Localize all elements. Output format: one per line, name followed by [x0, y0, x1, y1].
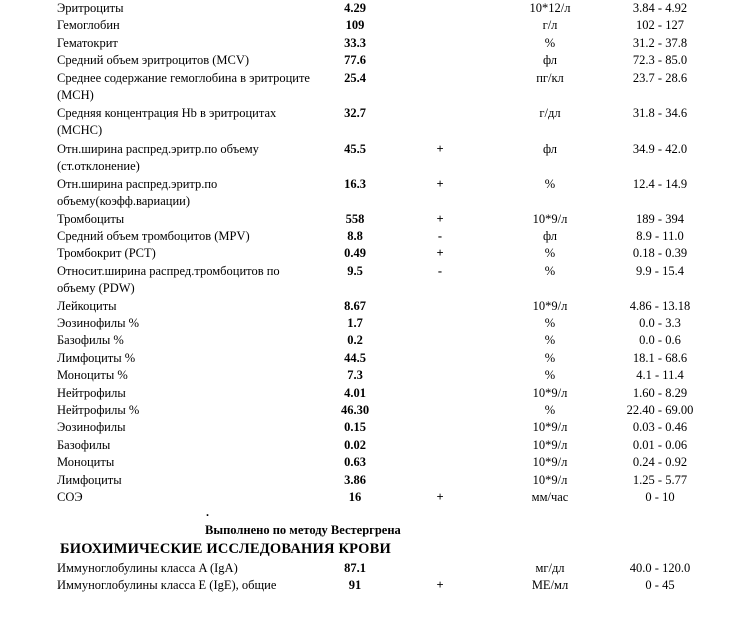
test-name: Средняя концентрация Hb в эритроцитах (MCHC) [57, 106, 277, 138]
reference-range: 22.40 - 69.00 [626, 403, 694, 417]
reference-range: 9.9 - 15.4 [636, 263, 684, 278]
reference-range: 0.01 - 0.06 [632, 437, 688, 452]
test-name: Тромбоциты [57, 211, 125, 226]
reference-range: 4.1 - 11.4 [636, 368, 684, 383]
test-unit: % [544, 368, 556, 383]
test-value: 0.2 [347, 333, 363, 348]
test-unit: % [544, 403, 556, 417]
test-value: 4.01 [344, 385, 366, 400]
test-unit: % [544, 35, 556, 50]
test-name: Нейтрофилы % [57, 403, 140, 417]
test-unit: 10*9/л [532, 472, 568, 487]
test-name: Относит.ширина распред.тромбоцитов по объему (PDW) [57, 263, 280, 295]
reference-range: 0 - 10 [645, 490, 675, 504]
reference-range: 1.25 - 5.77 [632, 472, 688, 487]
reference-range: 0.0 - 0.6 [639, 333, 681, 348]
test-unit: фл [542, 53, 558, 68]
test-name: Тромбокрит (PCT) [57, 246, 156, 261]
test-unit: 10*9/л [532, 298, 568, 313]
test-unit: 10*9/л [532, 420, 568, 435]
test-name: Иммуноглобулины класса A (IgA) [57, 561, 238, 575]
deviation-flag: + [436, 176, 444, 191]
test-value: 0.15 [344, 420, 366, 435]
deviation-flag: + [436, 490, 444, 504]
test-name: Средний объем тромбоцитов (MPV) [57, 228, 250, 243]
test-value: 44.5 [344, 350, 366, 365]
reference-range: 0.18 - 0.39 [632, 246, 688, 261]
deviation-flag: + [436, 211, 444, 226]
test-value: 7.3 [347, 368, 363, 383]
test-name: Нейтрофилы [57, 385, 126, 400]
reference-range: 4.86 - 13.18 [629, 298, 691, 313]
test-value: 0.63 [344, 455, 366, 470]
test-unit: 10*9/л [532, 211, 568, 226]
reference-range: 1.60 - 8.29 [632, 385, 688, 400]
reference-range: 31.2 - 37.8 [632, 35, 688, 50]
test-name: Отн.ширина распред.эритр.по объему (ст.отклонение) [57, 141, 259, 173]
test-name: Моноциты % [57, 368, 128, 383]
reference-range: 0.03 - 0.46 [632, 420, 688, 435]
test-unit: % [544, 333, 556, 348]
test-name: Иммуноглобулины класса E (IgE), общие [57, 578, 277, 593]
reference-range: 31.8 - 34.6 [632, 106, 688, 120]
test-name: Отн.ширина распред.эритр.по объему(коэфф.вариации) [57, 176, 218, 208]
test-name: Эозинофилы % [57, 316, 140, 330]
reference-range: 102 - 127 [636, 18, 684, 33]
test-name: Гематокрит [57, 35, 118, 50]
test-name: Средний объем эритроцитов (MCV) [57, 53, 250, 68]
test-name: Моноциты [57, 455, 115, 470]
deviation-flag: + [436, 141, 444, 156]
test-unit: % [544, 350, 556, 365]
reference-range: 40.0 - 120.0 [629, 561, 691, 575]
test-value: 46.30 [340, 403, 370, 417]
test-value: 0.02 [344, 437, 366, 452]
reference-range: 72.3 - 85.0 [632, 53, 688, 68]
test-name: Лимфоциты [57, 472, 122, 487]
deviation-flag: + [436, 246, 444, 261]
test-unit: пг/кл [536, 70, 564, 85]
test-unit: МЕ/мл [531, 578, 569, 593]
test-name: Лейкоциты [57, 298, 117, 313]
test-value: 77.6 [344, 53, 366, 68]
test-unit: % [544, 316, 556, 330]
test-name: Лимфоциты % [57, 350, 136, 365]
test-value: 16 [348, 490, 362, 504]
test-unit: % [544, 263, 556, 278]
test-value: 8.8 [347, 228, 363, 243]
test-value: 109 [345, 18, 365, 33]
test-value: 4.29 [344, 1, 366, 15]
reference-range: 23.7 - 28.6 [632, 70, 688, 85]
reference-range: 34.9 - 42.0 [632, 141, 688, 156]
test-unit: фл [542, 141, 558, 156]
test-name: Эозинофилы [57, 420, 126, 435]
reference-range: 0.0 - 3.3 [639, 316, 681, 330]
test-unit: мг/дл [535, 561, 565, 575]
reference-range: 12.4 - 14.9 [632, 176, 688, 191]
test-unit: г/л [542, 18, 558, 33]
reference-range: 8.9 - 11.0 [636, 228, 684, 243]
reference-range: 18.1 - 68.6 [632, 350, 688, 365]
reference-range: 3.84 - 4.92 [632, 1, 688, 15]
test-unit: 10*9/л [532, 385, 568, 400]
test-name: Базофилы % [57, 333, 124, 348]
method-dot: . [206, 505, 209, 519]
test-value: 32.7 [344, 106, 366, 120]
test-value: 91 [348, 578, 362, 593]
test-unit: мм/час [531, 490, 569, 504]
test-value: 16.3 [344, 176, 366, 191]
test-value: 1.7 [347, 316, 363, 330]
deviation-flag: - [437, 228, 443, 243]
test-value: 87.1 [344, 561, 366, 575]
deviation-flag: + [436, 578, 444, 593]
test-unit: % [544, 246, 556, 261]
test-name: Базофилы [57, 437, 111, 452]
test-name: Гемоглобин [57, 18, 120, 33]
reference-range: 189 - 394 [636, 211, 684, 226]
test-unit: 10*9/л [532, 455, 568, 470]
test-value: 3.86 [344, 472, 366, 487]
test-unit: 10*12/л [529, 1, 571, 15]
test-unit: % [544, 176, 556, 191]
test-name: Эритроциты [57, 1, 124, 15]
test-name: Среднее содержание гемоглобина в эритроците (MCH) [57, 70, 310, 102]
test-value: 9.5 [347, 263, 363, 278]
reference-range: 0.24 - 0.92 [632, 455, 688, 470]
test-value: 45.5 [344, 141, 366, 156]
reference-range: 0 - 45 [645, 578, 675, 593]
test-name: СОЭ [57, 490, 83, 504]
test-value: 0.49 [344, 246, 366, 261]
test-value: 558 [345, 211, 365, 226]
section-title: БИОХИМИЧЕСКИЕ ИССЛЕДОВАНИЯ КРОВИ [60, 541, 391, 557]
test-unit: 10*9/л [532, 437, 568, 452]
test-unit: г/дл [539, 106, 561, 120]
deviation-flag: - [437, 263, 443, 278]
test-unit: фл [542, 228, 558, 243]
test-value: 25.4 [344, 70, 366, 85]
test-value: 33.3 [344, 35, 366, 50]
test-value: 8.67 [344, 298, 366, 313]
method-note: Выполнено по методу Вестергрена [205, 523, 401, 537]
